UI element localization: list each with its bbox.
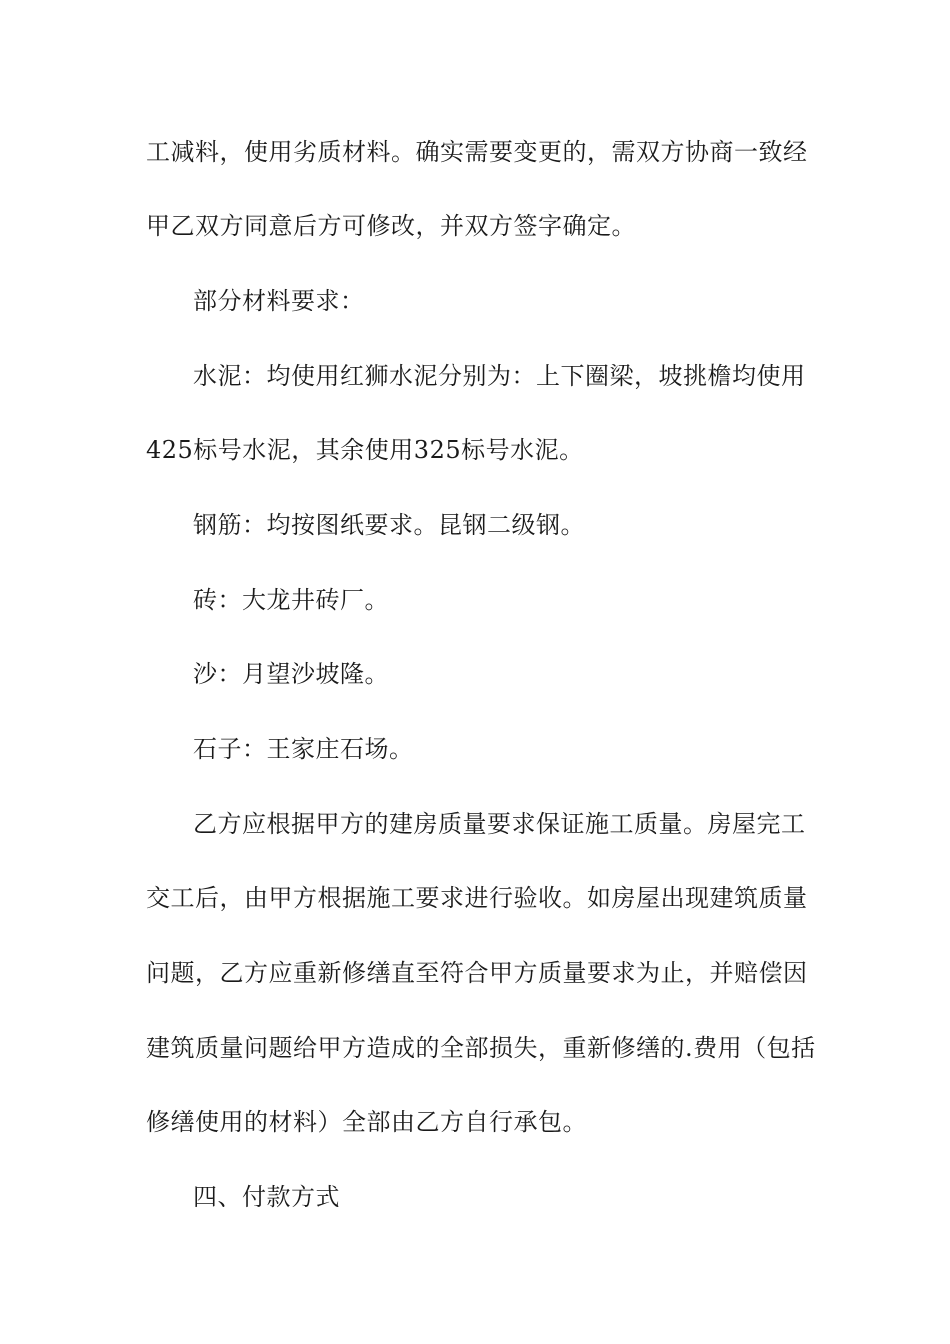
paragraph-line-quality: 乙方应根据甲方的建房质量要求保证施工质量。房屋完工: [193, 810, 806, 838]
paragraph-line-cement: 水泥：均使用红狮水泥分别为：上下圈梁，坡挑檐均使用: [193, 362, 806, 390]
paragraph-line: 工减料，使用劣质材料。确实需要变更的，需双方协商一致经: [146, 138, 808, 166]
paragraph-line: 甲乙双方同意后方可修改，并双方签字确定。: [146, 212, 636, 240]
paragraph-line-steel: 钢筋：均按图纸要求。昆钢二级钢。: [193, 511, 585, 539]
section-heading-materials: 部分材料要求：: [193, 287, 365, 315]
paragraph-line: 建筑质量问题给甲方造成的全部损失，重新修缮的.费用（包括: [146, 1034, 816, 1062]
paragraph-line-gravel: 石子：王家庄石场。: [193, 735, 414, 763]
paragraph-line-sand: 沙：月望沙坡隆。: [193, 660, 389, 688]
paragraph-line: 425标号水泥，其余使用325标号水泥。: [146, 436, 584, 464]
section-heading-payment: 四、付款方式: [193, 1183, 340, 1211]
paragraph-line-brick: 砖：大龙井砖厂。: [193, 586, 389, 614]
paragraph-line: 交工后，由甲方根据施工要求进行验收。如房屋出现建筑质量: [146, 884, 808, 912]
paragraph-line: 修缮使用的材料）全部由乙方自行承包。: [146, 1108, 587, 1136]
paragraph-line: 问题，乙方应重新修缮直至符合甲方质量要求为止，并赔偿因: [146, 959, 808, 987]
